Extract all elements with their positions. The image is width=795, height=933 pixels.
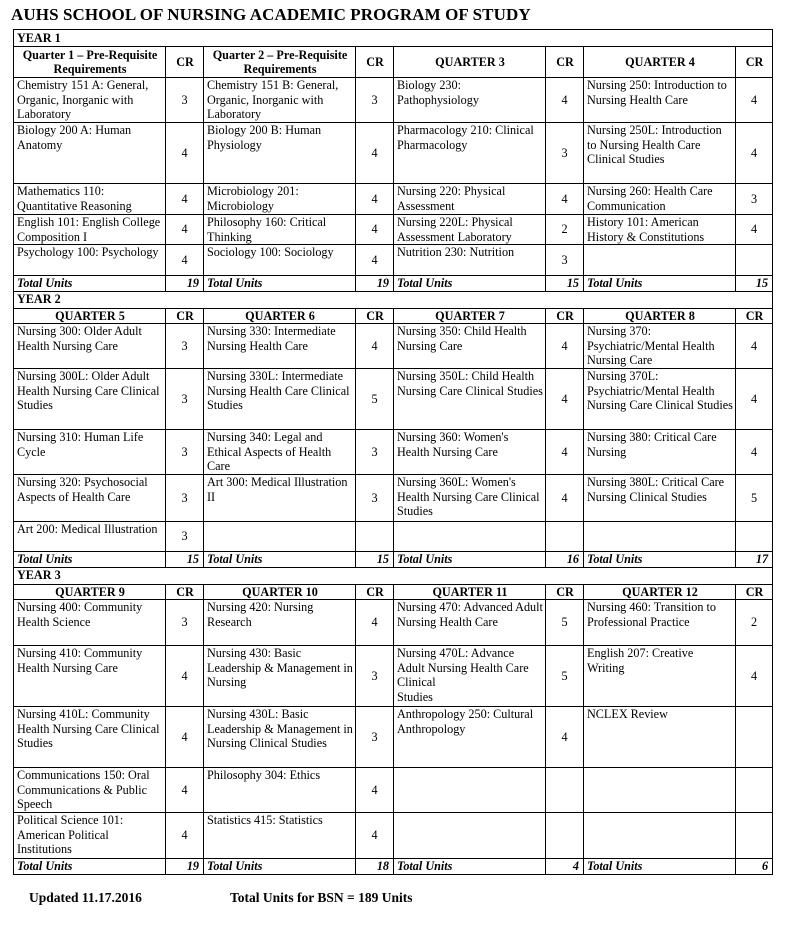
- quarter-heading: QUARTER 7: [394, 308, 546, 324]
- course-name: Nursing 410L: Community Health Nursing Care Clinical Studies: [14, 707, 166, 768]
- course-credits: 3: [546, 245, 584, 276]
- course-row: [14, 369, 773, 430]
- totals-row: [14, 552, 773, 568]
- course-row: [14, 215, 773, 245]
- course-credits: [546, 813, 584, 859]
- course-credits: [736, 245, 773, 276]
- course-row: [14, 123, 773, 184]
- course-credits: [736, 813, 773, 859]
- course-credits: 4: [356, 600, 394, 646]
- course-credits: [736, 768, 773, 813]
- quarter-heading: QUARTER 8: [584, 308, 736, 324]
- course-credits: 5: [546, 600, 584, 646]
- total-units-label: Total Units: [14, 552, 166, 568]
- quarter-header-row: [14, 47, 773, 78]
- course-row: [14, 522, 773, 552]
- course-name: Mathematics 110: Quantitative Reasoning: [14, 184, 166, 215]
- course-credits: 4: [166, 813, 204, 859]
- course-row: [14, 184, 773, 215]
- course-credits: 4: [166, 768, 204, 813]
- cr-heading: CR: [166, 47, 204, 78]
- course-credits: 4: [736, 646, 773, 707]
- course-name: Nursing 330L: Intermediate Nursing Health Care Clinical Studies: [204, 369, 356, 430]
- year-row: [14, 567, 773, 584]
- page-title: AUHS SCHOOL OF NURSING ACADEMIC PROGRAM OF STUDY: [11, 5, 531, 24]
- course-name: Nursing 400: Community Health Science: [14, 600, 166, 646]
- course-name: [584, 768, 736, 813]
- course-name: Nursing 300L: Older Adult Health Nursing Care Clinical Studies: [14, 369, 166, 430]
- course-name: [584, 245, 736, 276]
- course-credits: [736, 522, 773, 552]
- total-units-value: 17: [736, 552, 773, 568]
- quarter-heading: QUARTER 6: [204, 308, 356, 324]
- course-name: [584, 813, 736, 859]
- course-credits: 4: [166, 184, 204, 215]
- course-credits: 3: [166, 600, 204, 646]
- year-row: [14, 291, 773, 308]
- totals-row: [14, 859, 773, 875]
- course-credits: 4: [166, 215, 204, 245]
- cr-heading: CR: [736, 47, 773, 78]
- course-credits: 3: [736, 184, 773, 215]
- course-credits: 3: [356, 475, 394, 522]
- course-row: [14, 245, 773, 276]
- course-name: Political Science 101: American Political Institutions: [14, 813, 166, 859]
- cr-heading: CR: [736, 584, 773, 600]
- course-name: Nursing 410: Community Health Nursing Care: [14, 646, 166, 707]
- course-name: Biology 200 A: Human Anatomy: [14, 123, 166, 184]
- course-name: Nursing 320: Psychosocial Aspects of Health Care: [14, 475, 166, 522]
- course-credits: 4: [356, 245, 394, 276]
- total-units-value: 4: [546, 859, 584, 875]
- course-credits: 3: [166, 475, 204, 522]
- course-credits: 4: [736, 78, 773, 123]
- course-credits: 4: [356, 324, 394, 369]
- course-name: Nutrition 230: Nutrition: [394, 245, 546, 276]
- course-name: Nursing 220L: Physical Assessment Laboratory: [394, 215, 546, 245]
- course-name: English 101: English College Composition I: [14, 215, 166, 245]
- course-name: History 101: American History & Constitutions: [584, 215, 736, 245]
- updated-date: Updated 11.17.2016: [29, 890, 142, 905]
- total-units-value: 15: [546, 276, 584, 292]
- quarter-heading: Quarter 1 – Pre-Requisite Requirements: [14, 47, 166, 78]
- course-name: Philosophy 304: Ethics: [204, 768, 356, 813]
- course-credits: [546, 768, 584, 813]
- course-name: Nursing 430L: Basic Leadership & Management in Nursing Clinical Studies: [204, 707, 356, 768]
- course-credits: 3: [166, 430, 204, 475]
- course-name: Nursing 470L: Advance Adult Nursing Health Care Clinical Studies: [394, 646, 546, 707]
- course-name: Chemistry 151 A: General, Organic, Inorganic with Laboratory: [14, 78, 166, 123]
- course-name: Nursing 420: Nursing Research: [204, 600, 356, 646]
- year-label: YEAR 1: [14, 30, 773, 47]
- course-name: [584, 522, 736, 552]
- course-credits: 4: [166, 707, 204, 768]
- total-units-label: Total Units: [204, 552, 356, 568]
- course-name: Sociology 100: Sociology: [204, 245, 356, 276]
- quarter-heading: Quarter 2 – Pre-Requisite Requirements: [204, 47, 356, 78]
- total-units-value: 15: [356, 552, 394, 568]
- course-credits: 4: [736, 215, 773, 245]
- course-credits: 4: [546, 369, 584, 430]
- total-units-label: Total Units: [584, 859, 736, 875]
- course-credits: 4: [736, 123, 773, 184]
- course-name: Nursing 340: Legal and Ethical Aspects of Health Care: [204, 430, 356, 475]
- course-credits: 4: [356, 813, 394, 859]
- course-credits: 3: [356, 78, 394, 123]
- course-credits: 3: [356, 707, 394, 768]
- year-label: YEAR 2: [14, 291, 773, 308]
- course-credits: 3: [546, 123, 584, 184]
- total-units-label: Total Units: [394, 276, 546, 292]
- total-units-value: 15: [736, 276, 773, 292]
- quarter-heading: QUARTER 12: [584, 584, 736, 600]
- course-credits: 3: [166, 78, 204, 123]
- cr-heading: CR: [356, 47, 394, 78]
- quarter-heading: QUARTER 10: [204, 584, 356, 600]
- course-name: Nursing 360L: Women's Health Nursing Care Clinical Studies: [394, 475, 546, 522]
- cr-heading: CR: [736, 308, 773, 324]
- course-credits: 4: [356, 184, 394, 215]
- course-row: [14, 707, 773, 768]
- course-name: English 207: Creative Writing: [584, 646, 736, 707]
- quarter-heading: QUARTER 5: [14, 308, 166, 324]
- course-credits: 4: [736, 324, 773, 369]
- total-units-value: 19: [166, 859, 204, 875]
- course-credits: [546, 522, 584, 552]
- course-credits: 3: [166, 324, 204, 369]
- course-credits: 4: [736, 369, 773, 430]
- cr-heading: CR: [546, 308, 584, 324]
- course-row: [14, 78, 773, 123]
- cr-heading: CR: [546, 47, 584, 78]
- total-units-value: 16: [546, 552, 584, 568]
- total-units-value: 15: [166, 552, 204, 568]
- course-name: [204, 522, 356, 552]
- course-name: Nursing 370L: Psychiatric/Mental Health Nursing Care Clinical Studies: [584, 369, 736, 430]
- course-name: Communications 150: Oral Communications & Public Speech: [14, 768, 166, 813]
- quarter-heading: QUARTER 4: [584, 47, 736, 78]
- course-row: [14, 768, 773, 813]
- cr-heading: CR: [356, 584, 394, 600]
- total-units-label: Total Units: [204, 276, 356, 292]
- total-units-value: 19: [356, 276, 394, 292]
- course-name: Nursing 310: Human Life Cycle: [14, 430, 166, 475]
- course-row: [14, 813, 773, 859]
- course-name: Microbiology 201: Microbiology: [204, 184, 356, 215]
- course-name: Nursing 250: Introduction to Nursing Health Care: [584, 78, 736, 123]
- course-name: Nursing 220: Physical Assessment: [394, 184, 546, 215]
- course-name: Art 300: Medical Illustration II: [204, 475, 356, 522]
- course-credits: 4: [546, 475, 584, 522]
- course-row: [14, 430, 773, 475]
- year-row: [14, 30, 773, 47]
- quarter-heading: QUARTER 3: [394, 47, 546, 78]
- course-name: Nursing 300: Older Adult Health Nursing Care: [14, 324, 166, 369]
- quarter-header-row: [14, 308, 773, 324]
- course-credits: 3: [166, 522, 204, 552]
- course-name: Philosophy 160: Critical Thinking: [204, 215, 356, 245]
- course-credits: 4: [166, 123, 204, 184]
- course-name: [394, 813, 546, 859]
- course-credits: 3: [356, 646, 394, 707]
- course-row: [14, 475, 773, 522]
- course-name: Nursing 350: Child Health Nursing Care: [394, 324, 546, 369]
- course-name: [394, 522, 546, 552]
- course-credits: [356, 522, 394, 552]
- course-name: Nursing 470: Advanced Adult Nursing Health Care: [394, 600, 546, 646]
- total-units-label: Total Units: [584, 276, 736, 292]
- course-name: Nursing 330: Intermediate Nursing Health Care: [204, 324, 356, 369]
- course-credits: 4: [356, 215, 394, 245]
- course-name: Anthropology 250: Cultural Anthropology: [394, 707, 546, 768]
- year-label: YEAR 3: [14, 567, 773, 584]
- course-row: [14, 646, 773, 707]
- course-credits: 4: [546, 78, 584, 123]
- course-credits: 3: [166, 369, 204, 430]
- course-name: Art 200: Medical Illustration: [14, 522, 166, 552]
- course-credits: 5: [356, 369, 394, 430]
- course-name: Nursing 360: Women's Health Nursing Care: [394, 430, 546, 475]
- course-credits: 4: [356, 768, 394, 813]
- total-units-bsn: Total Units for BSN = 189 Units: [230, 890, 413, 905]
- quarter-heading: QUARTER 9: [14, 584, 166, 600]
- course-credits: 4: [546, 324, 584, 369]
- course-credits: 4: [546, 707, 584, 768]
- total-units-label: Total Units: [14, 276, 166, 292]
- course-name: Statistics 415: Statistics: [204, 813, 356, 859]
- total-units-label: Total Units: [14, 859, 166, 875]
- total-units-label: Total Units: [584, 552, 736, 568]
- course-credits: 5: [736, 475, 773, 522]
- course-credits: 2: [736, 600, 773, 646]
- quarter-heading: QUARTER 11: [394, 584, 546, 600]
- course-name: Nursing 430: Basic Leadership & Management in Nursing: [204, 646, 356, 707]
- total-units-value: 6: [736, 859, 773, 875]
- course-name: Biology 230: Pathophysiology: [394, 78, 546, 123]
- course-credits: 4: [546, 184, 584, 215]
- course-name: Nursing 380L: Critical Care Nursing Clinical Studies: [584, 475, 736, 522]
- course-credits: 3: [356, 430, 394, 475]
- totals-row: [14, 276, 773, 292]
- course-name: [394, 768, 546, 813]
- course-name: Nursing 380: Critical Care Nursing: [584, 430, 736, 475]
- course-credits: 4: [166, 646, 204, 707]
- course-name: Nursing 460: Transition to Professional Practice: [584, 600, 736, 646]
- course-row: [14, 600, 773, 646]
- course-name: Chemistry 151 B: General, Organic, Inorganic with Laboratory: [204, 78, 356, 123]
- course-name: Psychology 100: Psychology: [14, 245, 166, 276]
- course-name: Nursing 250L: Introduction to Nursing Health Care Clinical Studies: [584, 123, 736, 184]
- course-row: [14, 324, 773, 369]
- cr-heading: CR: [356, 308, 394, 324]
- course-credits: [736, 707, 773, 768]
- course-credits: 2: [546, 215, 584, 245]
- total-units-label: Total Units: [394, 859, 546, 875]
- quarter-header-row: [14, 584, 773, 600]
- program-table: [13, 29, 773, 875]
- course-credits: 4: [546, 430, 584, 475]
- total-units-value: 19: [166, 276, 204, 292]
- course-credits: 4: [166, 245, 204, 276]
- cr-heading: CR: [166, 584, 204, 600]
- total-units-label: Total Units: [204, 859, 356, 875]
- cr-heading: CR: [546, 584, 584, 600]
- course-name: Nursing 350L: Child Health Nursing Care Clinical Studies: [394, 369, 546, 430]
- course-name: NCLEX Review: [584, 707, 736, 768]
- total-units-label: Total Units: [394, 552, 546, 568]
- course-credits: 4: [356, 123, 394, 184]
- total-units-value: 18: [356, 859, 394, 875]
- course-name: Pharmacology 210: Clinical Pharmacology: [394, 123, 546, 184]
- course-name: Nursing 260: Health Care Communication: [584, 184, 736, 215]
- cr-heading: CR: [166, 308, 204, 324]
- course-credits: 5: [546, 646, 584, 707]
- course-name: Nursing 370: Psychiatric/Mental Health Nursing Care: [584, 324, 736, 369]
- course-name: Biology 200 B: Human Physiology: [204, 123, 356, 184]
- course-credits: 4: [736, 430, 773, 475]
